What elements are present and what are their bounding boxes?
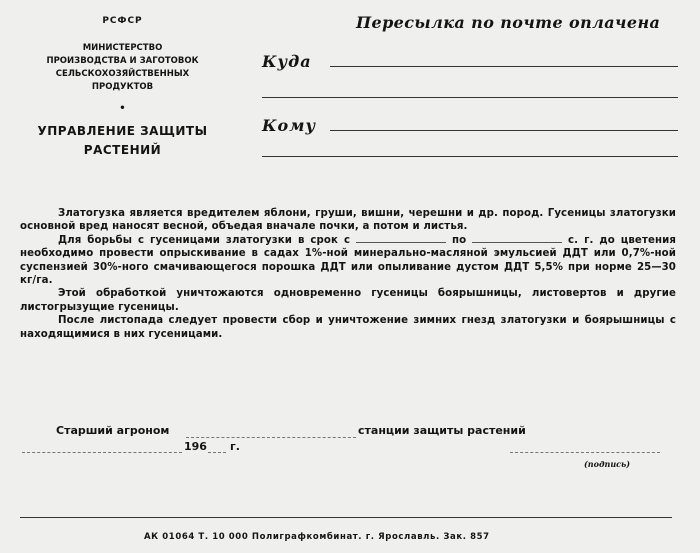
- signature-line[interactable]: [510, 452, 660, 453]
- date-from-blank[interactable]: [356, 234, 446, 243]
- agronomist-name-line[interactable]: [186, 437, 356, 438]
- address-line-2[interactable]: [262, 97, 678, 98]
- paragraph-pest-description: Златогузка является вредителем яблони, груши, вишни, черешни и др. пород. Гусеницы златогузки основной вред наносят весной, объедая вначале почки, а потом и листья.: [20, 208, 676, 233]
- country-label: РСФСР: [102, 16, 143, 26]
- to-whom-label: Кому: [262, 116, 317, 135]
- year-suffix: г.: [230, 440, 240, 453]
- address-line-1[interactable]: [330, 66, 678, 67]
- paragraph-autumn: После листопада следует провести сбор и уничтожение зимних гнезд златогузки и боярышницы с находящимися в них гусеницами.: [20, 315, 676, 340]
- to-where-label: Куда: [262, 52, 312, 71]
- paragraph-treatment: Для борьбы с гусеницами златогузки в срок с по с. г. до цветения необходимо провести опрыскивание в садах 1%-ной минерально-масляной эмульсией ДДТ или 0,7%-ной суспензией 30%-ного смачивающегося порошка ДДТ или опыливание дустом ДДТ 5,5% при норме 25—30 кг/га.: [20, 234, 676, 287]
- year-digit-line[interactable]: [208, 452, 226, 453]
- year-label: 196: [184, 440, 207, 453]
- notice-body: [20, 207, 676, 341]
- signature-caption: (подпись): [584, 459, 631, 469]
- postage-paid-note: Пересылка по почте оплачена: [356, 13, 661, 32]
- recipient-line-2[interactable]: [262, 156, 678, 157]
- senior-agronomist-label: Старший агроном: [56, 424, 170, 437]
- station-label: станции защиты растений: [358, 424, 526, 437]
- recipient-line-1[interactable]: [330, 130, 678, 131]
- printer-imprint: АК 01064 Т. 10 000 Полиграфкомбинат. г. Ярославль. Зак. 857: [144, 532, 490, 542]
- ministry-name: МИНИСТЕРСТВО ПРОИЗВОДСТВА И ЗАГОТОВОК СЕЛЬСКОХОЗЯЙСТВЕННЫХ ПРОДУКТОВ: [46, 43, 199, 92]
- bottom-rule: [20, 517, 672, 518]
- date-to-blank[interactable]: [472, 234, 562, 243]
- paragraph-effect: Этой обработкой уничтожаются одновременно гусеницы боярышницы, листовертов и другие листогрызущие гусеницы.: [20, 288, 676, 313]
- separator-bullet: •: [119, 103, 126, 114]
- department-name: УПРАВЛЕНИЕ ЗАЩИТЫ РАСТЕНИЙ: [37, 124, 208, 157]
- date-line[interactable]: [22, 452, 182, 453]
